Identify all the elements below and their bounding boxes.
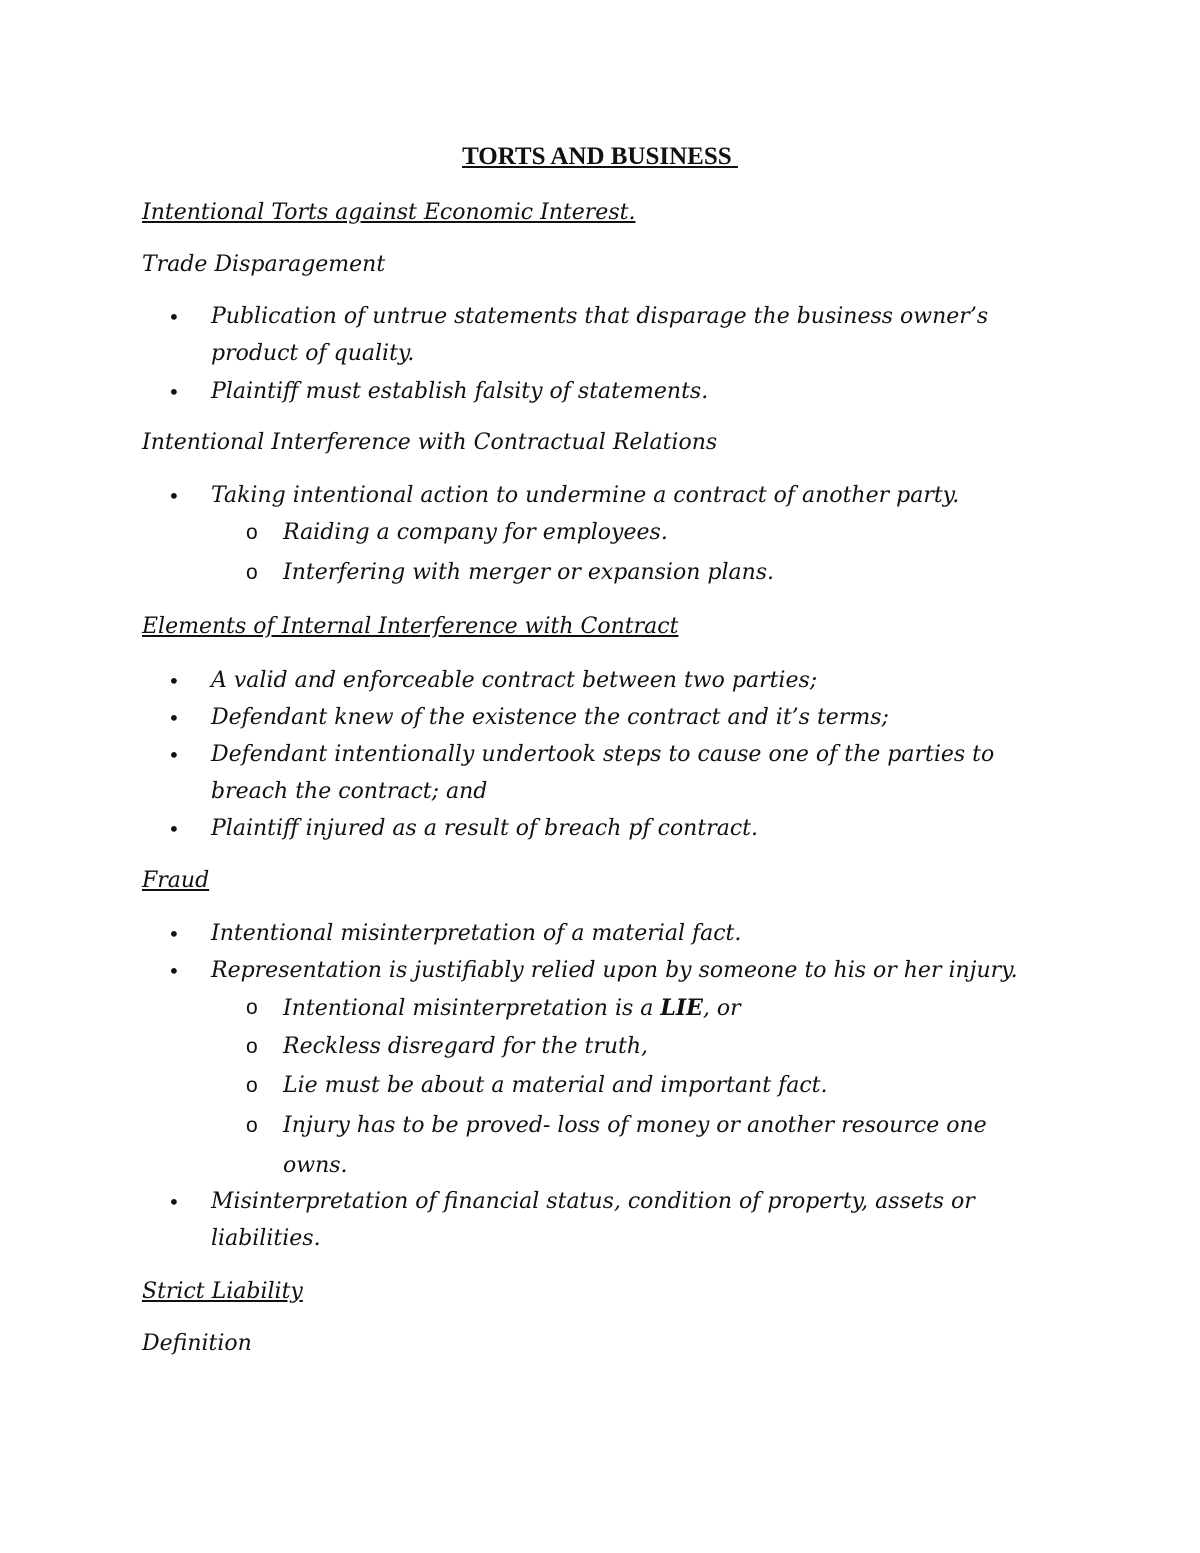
sub-bullet-icon: o bbox=[246, 1114, 258, 1137]
sub-list-item bbox=[283, 995, 1043, 1022]
list-item: Intentional misinterpretation of a material fact. bbox=[211, 921, 742, 946]
bullet-icon: • bbox=[168, 669, 180, 693]
sub-list-item: Raiding a company for employees. bbox=[283, 520, 668, 545]
emphasis-lie: LIE bbox=[660, 995, 703, 1021]
list-item: Defendant intentionally undertook steps to cause one of the parties to breach the contract; and bbox=[211, 742, 995, 804]
heading-trade-disparagement: Trade Disparagement bbox=[142, 252, 386, 277]
sub-item-text: Intentional misinterpretation is a bbox=[283, 996, 661, 1021]
sub-list-item: Lie must be about a material and important fact. bbox=[283, 1073, 828, 1098]
list-item: Plaintiff must establish falsity of statements. bbox=[211, 379, 709, 404]
bullet-icon: • bbox=[168, 959, 180, 983]
bullet-icon: • bbox=[168, 305, 180, 329]
bullet-icon: • bbox=[168, 380, 180, 404]
sub-bullet-icon: o bbox=[246, 561, 258, 584]
list-item: Defendant knew of the existence the contract and it’s terms; bbox=[211, 705, 889, 730]
list-item: Taking intentional action to undermine a contract of another party. bbox=[211, 483, 960, 508]
heading-fraud: Fraud bbox=[142, 868, 210, 893]
sub-list-item: Injury has to be proved- loss of money or another resource one owns. bbox=[283, 1113, 987, 1178]
heading-definition: Definition bbox=[142, 1331, 252, 1356]
bullet-icon: • bbox=[168, 817, 180, 841]
sub-list-item: Interfering with merger or expansion plans. bbox=[283, 560, 775, 585]
heading-elements: Elements of Internal Interference with Contract bbox=[142, 614, 679, 639]
section-heading-economic: Intentional Torts against Economic Interest. bbox=[142, 200, 636, 225]
list-item: A valid and enforceable contract between two parties; bbox=[211, 668, 818, 693]
list-item: Publication of untrue statements that disparage the business owner’s product of quality. bbox=[211, 304, 989, 366]
bullet-icon: • bbox=[168, 1190, 180, 1214]
list-item: Representation is justifiably relied upon by someone to his or her injury. bbox=[211, 958, 1018, 983]
list-item: Plaintiff injured as a result of breach pf contract. bbox=[211, 816, 758, 841]
list-item: Misinterpretation of financial status, condition of property, assets or liabilities. bbox=[211, 1189, 975, 1251]
heading-contractual-relations: Intentional Interference with Contractual Relations bbox=[142, 430, 718, 455]
sub-bullet-icon: o bbox=[246, 1074, 258, 1097]
bullet-icon: • bbox=[168, 706, 180, 730]
sub-bullet-icon: o bbox=[246, 996, 258, 1019]
bullet-icon: • bbox=[168, 743, 180, 767]
page-title: TORTS AND BUSINESS bbox=[462, 143, 738, 170]
bullet-icon: • bbox=[168, 922, 180, 946]
bullet-icon: • bbox=[168, 484, 180, 508]
sub-list-item: Reckless disregard for the truth, bbox=[283, 1034, 649, 1059]
sub-bullet-icon: o bbox=[246, 1035, 258, 1058]
sub-item-text: , or bbox=[702, 996, 741, 1021]
heading-strict-liability: Strict Liability bbox=[142, 1279, 303, 1304]
sub-bullet-icon: o bbox=[246, 521, 258, 544]
